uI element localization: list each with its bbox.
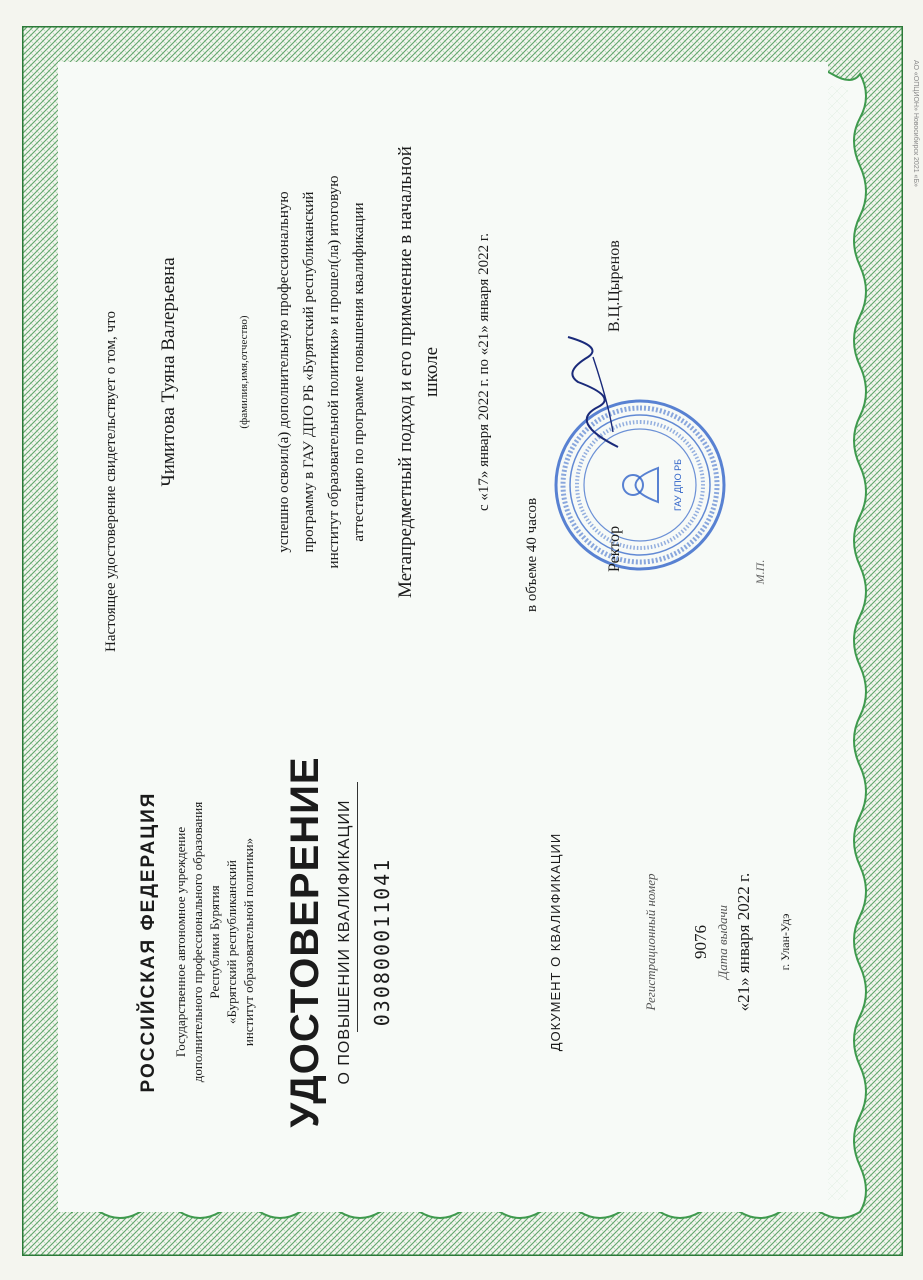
institution-line: Государственное автономное учреждение <box>173 826 188 1058</box>
program-title-line: школе <box>421 346 442 398</box>
document-subtitle: О ПОВЫШЕНИИ КВАЛИФИКАЦИИ <box>336 799 353 1085</box>
subtitle-underline <box>357 782 358 1032</box>
study-volume: в объеме 40 часов <box>524 497 540 612</box>
registration-label: Регистрационный номер <box>643 873 658 1011</box>
printer-note: АО «ОПЦИОН» Новосибирск 2021 «Б» <box>912 60 919 187</box>
program-title-line: Метапредметный подход и его применение в начальной <box>395 146 416 598</box>
city-label: г. Улан-Удэ <box>778 913 792 971</box>
institution-line: «Бурятский республиканский <box>224 860 239 1024</box>
stamp-label: ГАУ ДПО РБ <box>673 458 683 512</box>
document-title: УДОСТОВЕРЕНИЕ <box>283 756 327 1128</box>
certificate-paper <box>58 62 828 1212</box>
body-line: институт образовательной политики» и прошел(ла) итоговую <box>326 175 342 569</box>
serial-number: 030800011041 <box>370 857 394 1027</box>
certifies-text: Настоящее удостоверение свидетельствует о том, что <box>103 311 119 652</box>
rector-name: В.Ц.Цыренов <box>606 240 623 332</box>
country-label: РОССИЙСКАЯ ФЕДЕРАЦИЯ <box>138 791 159 1093</box>
issue-date-label: Дата выдачи <box>715 904 730 980</box>
doc-type-label: ДОКУМЕНТ О КВАЛИФИКАЦИИ <box>548 832 563 1052</box>
issue-date: «21» января 2022 г. <box>734 872 753 1012</box>
rotated-content <box>58 62 828 1212</box>
institution-line: Республики Бурятия <box>207 885 222 999</box>
body-line: программу в ГАУ ДПО РБ «Бурятский республиканский <box>301 191 317 553</box>
holder-name: Чимитова Туяна Валерьевна <box>158 257 179 487</box>
institution-line: институт образовательной политики» <box>241 837 256 1047</box>
name-caption: (фамилия,имя,отчество) <box>238 315 250 429</box>
registration-number: 9076 <box>691 925 710 959</box>
institution-line: дополнительного профессионального образования <box>190 801 205 1083</box>
rector-label: Ректор <box>606 525 623 572</box>
rector-signature <box>558 332 628 452</box>
body-line: аттестацию по программе повышения квалификации <box>351 202 367 542</box>
study-period: с «17» января 2022 г. по «21» января 2022 г. <box>476 232 492 512</box>
body-line: успешно освоил(а) дополнительную профессиональную <box>276 191 292 553</box>
stamp-mark-label: М.П. <box>753 559 767 585</box>
